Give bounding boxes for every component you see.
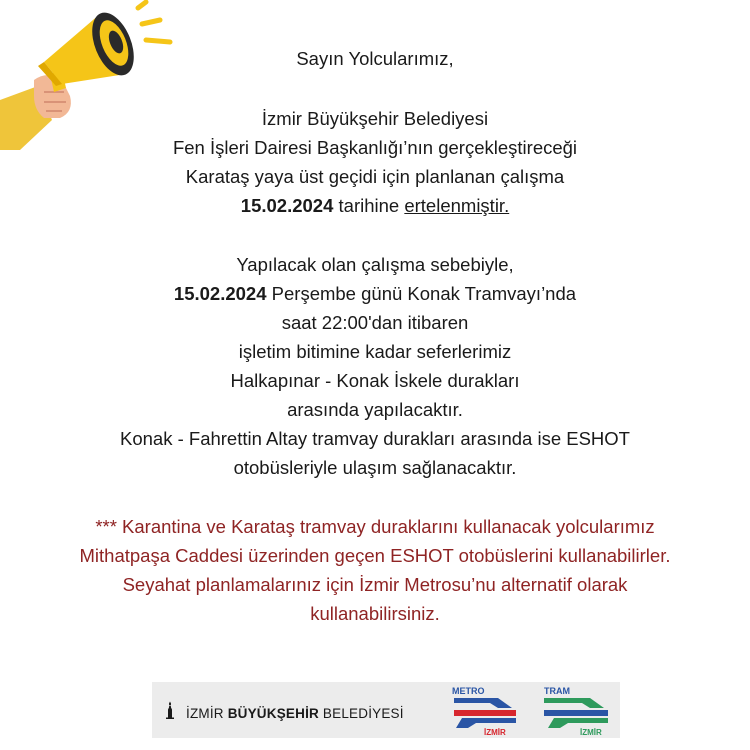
- greeting: Sayın Yolcularımız,: [296, 48, 454, 69]
- para2-line7: Konak - Fahrettin Altay tramvay durakları arasında ise ESHOT: [120, 428, 630, 449]
- izmir-clock-tower-icon: [164, 688, 184, 730]
- para2-line2: [0, 281, 750, 307]
- postponed-text: ertelenmiştir.: [404, 195, 510, 216]
- para1-line3: Karataş yaya üst geçidi için planlanan çalışma: [185, 166, 565, 187]
- izmir-municipality-logo: [186, 706, 404, 721]
- para2-line4: işletim bitimine kadar seferlerimiz: [238, 341, 512, 362]
- postpone-date: 15.02.2024: [240, 195, 334, 216]
- para1-line4: [0, 193, 750, 219]
- para2-line5: Halkapınar - Konak İskele durakları: [230, 370, 520, 391]
- para2-line6: arasında yapılacaktır.: [287, 399, 463, 420]
- para1-line4-mid: tarihine: [333, 195, 405, 216]
- tram-bottom-text: İZMİR: [580, 728, 602, 736]
- para1-line1: İzmir Büyükşehir Belediyesi: [261, 108, 489, 129]
- tram-top-text: TRAM: [544, 686, 570, 696]
- para2-line8: otobüsleriyle ulaşım sağlanacaktır.: [233, 457, 517, 478]
- note-line3: Seyahat planlamalarınız için İzmir Metrosu’nu alternatif olarak: [122, 574, 628, 595]
- izmir-suffix: BELEDİYESİ: [318, 706, 404, 721]
- metro-izmir-logo: [450, 684, 520, 736]
- para2-line1: Yapılacak olan çalışma sebebiyle,: [236, 254, 514, 275]
- para2-line2-rest: Perşembe günü Konak Tramvayı’nda: [266, 283, 577, 304]
- metro-top-text: METRO: [452, 686, 485, 696]
- note-line4: kullanabilirsiniz.: [310, 603, 440, 624]
- izmir-bold: BÜYÜKŞEHİR: [227, 706, 319, 721]
- para2-line3: saat 22:00'dan itibaren: [281, 312, 469, 333]
- note-line2: Mithatpaşa Caddesi üzerinden geçen ESHOT otobüslerini kullanabilirler.: [79, 545, 671, 566]
- metro-bottom-text: İZMİR: [484, 728, 506, 736]
- tram-izmir-logo: [540, 684, 612, 736]
- izmir-prefix: İZMİR: [186, 706, 228, 721]
- para1-line2: Fen İşleri Dairesi Başkanlığı’nın gerçekleştireceği: [172, 137, 578, 158]
- work-date: 15.02.2024: [173, 283, 267, 304]
- note-line1: *** Karantina ve Karataş tramvay duraklarını kullanacak yolcularımız: [95, 516, 655, 537]
